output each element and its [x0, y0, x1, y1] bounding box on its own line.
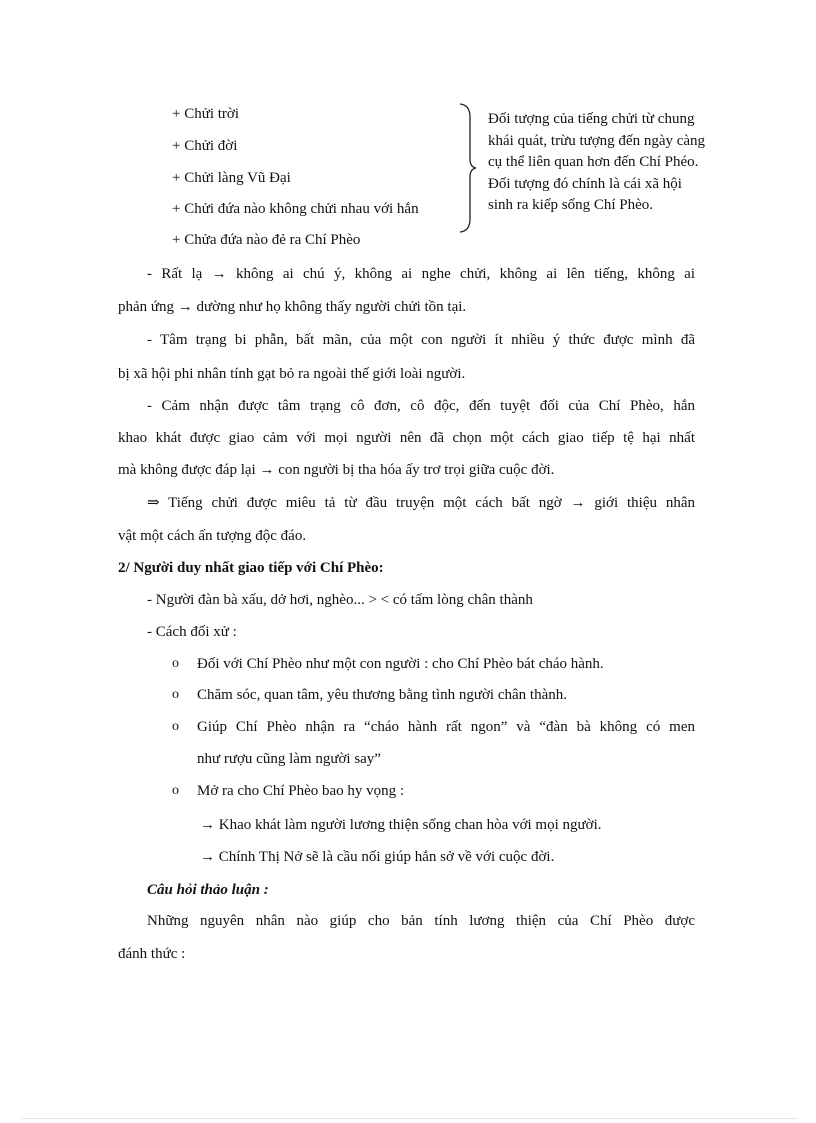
- list-item: + Chửi đứa nào không chửi nhau với hắn: [172, 201, 419, 217]
- bullet-item: Đối với Chí Phèo như một con người : cho Chí Phèo bát cháo hành.: [197, 656, 604, 672]
- list-item: + Chửi trời: [172, 106, 240, 122]
- bullet-item: Chăm sóc, quan tâm, yêu thương bằng tình người chân thành.: [197, 687, 567, 703]
- paragraph-line: phản ứng → dường như họ không thấy người chửi tồn tại.: [118, 299, 467, 315]
- arrow-line: → Chính Thị Nở sẽ là cầu nối giúp hắn sở về với cuộc đời.: [200, 849, 555, 865]
- paragraph-line: - Cách đối xử :: [147, 624, 237, 640]
- paragraph-line: Những nguyên nhân nào giúp cho bản tính lương thiện của Chí Phèo được: [147, 913, 695, 929]
- arrow-line: → Khao khát làm người lương thiện sống chan hòa với mọi người.: [200, 817, 602, 833]
- side-note-line: Đối tượng của tiếng chửi từ chung: [488, 111, 695, 127]
- paragraph-line: bị xã hội phi nhân tính gạt bỏ ra ngoài thế giới loài người.: [118, 366, 466, 382]
- paragraph-line: vật một cách ấn tượng độc đáo.: [118, 528, 307, 544]
- side-note-line: cụ thể liên quan hơn đến Chí Phéo.: [488, 154, 699, 170]
- bullet-item: Giúp Chí Phèo nhận ra “cháo hành rất ngon” và “đàn bà không có men: [197, 719, 695, 735]
- bullet-icon: o: [172, 656, 179, 671]
- paragraph-line: - Tâm trạng bi phẫn, bất mãn, của một con người ít nhiều ý thức được mình đã: [147, 332, 695, 348]
- paragraph-line: - Cảm nhận được tâm trạng cô đơn, cô độc, đến tuyệt đối của Chí Phèo, hắn: [147, 398, 695, 414]
- paragraph-line: - Rất lạ → không ai chú ý, không ai nghe chửi, không ai lên tiếng, không ai: [147, 266, 695, 282]
- page-bottom-rule: [22, 1118, 797, 1119]
- list-item: + Chửi đời: [172, 138, 238, 154]
- paragraph-line: ⇒ Tiếng chửi được miêu tả từ đầu truyện một cách bất ngờ → giới thiệu nhân: [147, 495, 695, 511]
- paragraph-line: - Người đàn bà xấu, dở hơi, nghèo... > < có tấm lòng chân thành: [147, 592, 533, 608]
- list-item: + Chửa đứa nào đẻ ra Chí Phèo: [172, 232, 361, 248]
- section-heading: 2/ Người duy nhất giao tiếp với Chí Phèo:: [118, 560, 384, 576]
- side-note-line: Đối tượng đó chính là cái xã hội: [488, 175, 682, 192]
- list-item: + Chửi làng Vũ Đại: [172, 170, 291, 186]
- bullet-icon: o: [172, 719, 179, 734]
- discussion-heading: Câu hỏi thảo luận :: [147, 882, 269, 898]
- bullet-icon: o: [172, 783, 179, 798]
- paragraph-line: khao khát được giao cảm với mọi người nên đã chọn một cách giao tiếp tệ hại nhất: [118, 430, 695, 446]
- bullet-item-continued: như rượu cũng làm người say”: [197, 751, 381, 767]
- side-note-line: sinh ra kiếp sống Chí Phèo.: [488, 197, 653, 213]
- paragraph-line: đánh thức :: [118, 946, 186, 962]
- side-note-line: khái quát, trừu tượng đến ngày càng: [488, 132, 706, 149]
- side-note: [488, 109, 748, 217]
- bullet-item: Mở ra cho Chí Phèo bao hy vọng :: [197, 783, 405, 799]
- right-brace-icon: [458, 103, 478, 233]
- bullet-icon: o: [172, 687, 179, 702]
- paragraph-line: mà không được đáp lại → con người bị tha hóa ấy trơ trọi giữa cuộc đời.: [118, 462, 555, 478]
